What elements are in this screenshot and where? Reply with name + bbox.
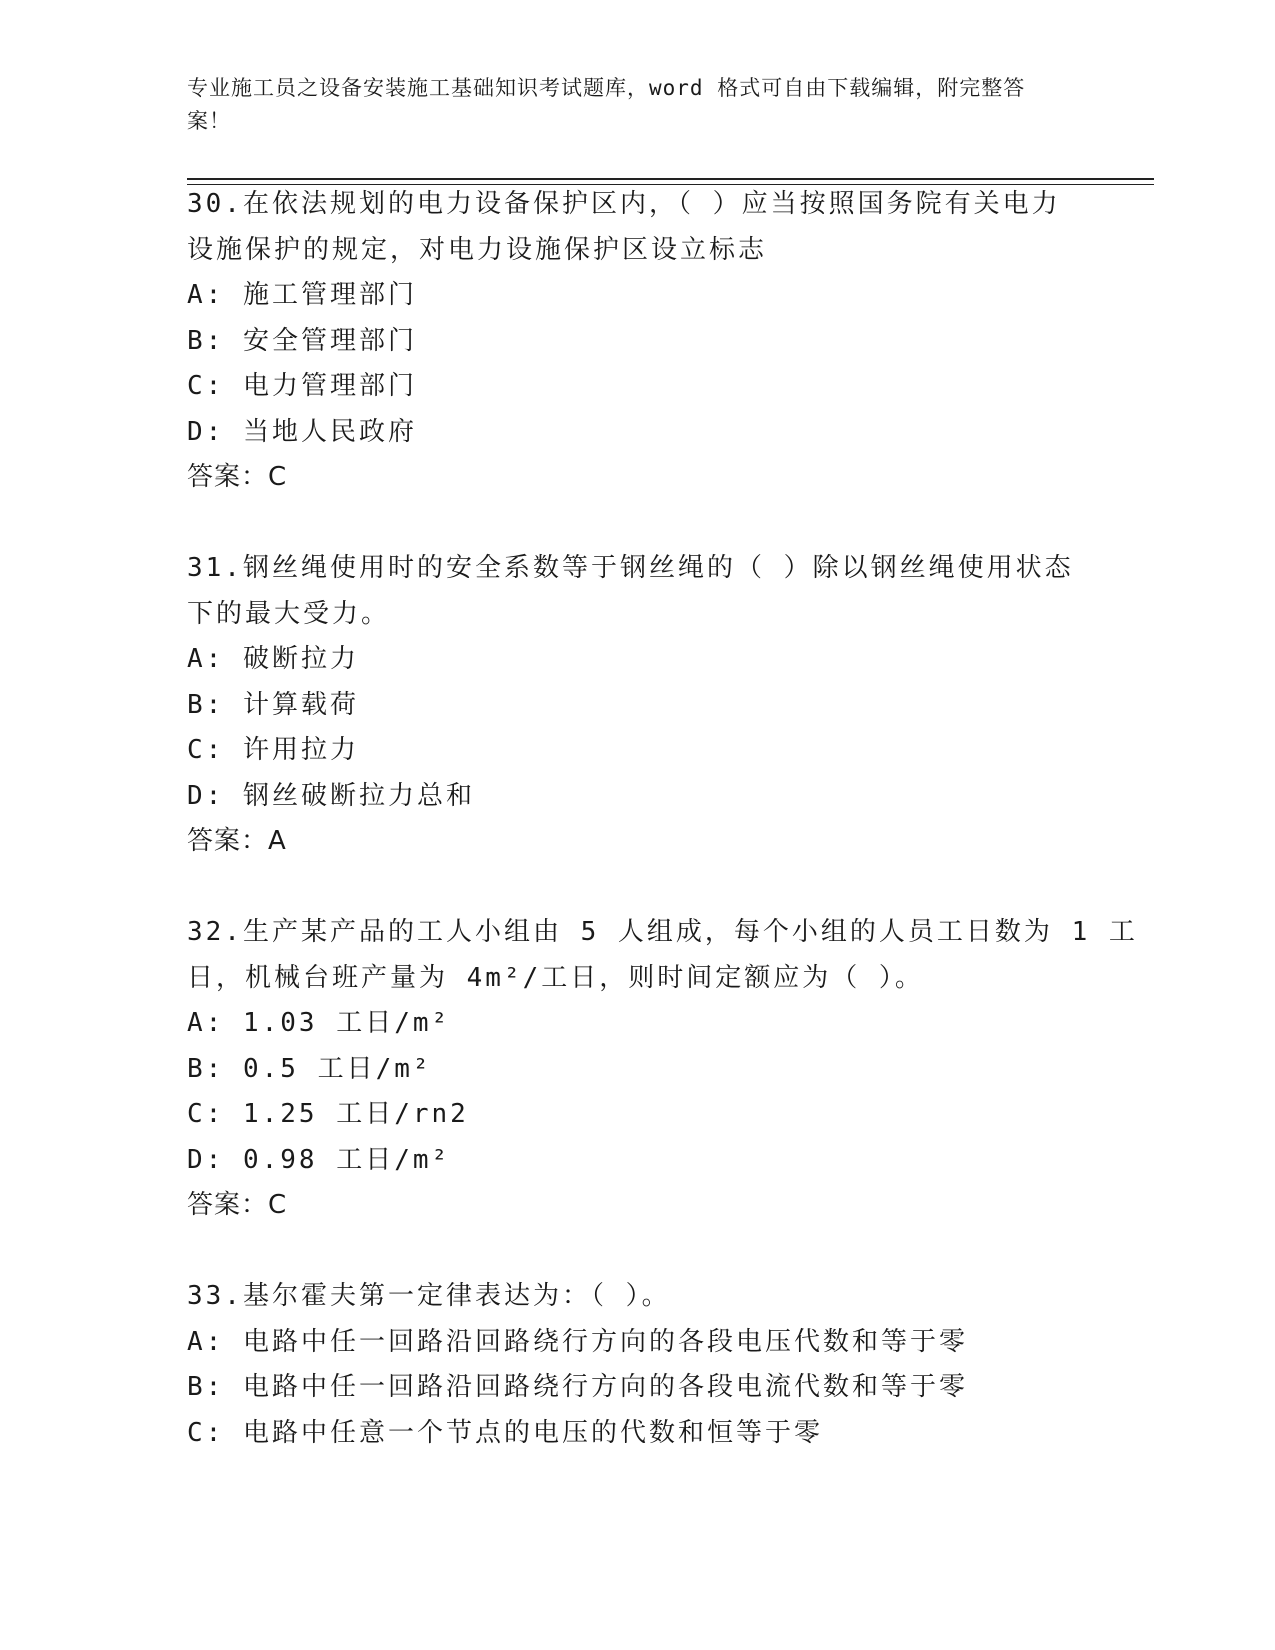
option-c: C: 许用拉力 [187, 735, 359, 765]
option-d: D: 0.98 工日/m² [187, 1144, 451, 1175]
header-divider-thick [187, 178, 1154, 180]
option-c: C: 电路中任意一个节点的电压的代数和恒等于零 [187, 1417, 823, 1448]
answer-label: 答案：C [187, 462, 288, 492]
option-b: B: 0.5 工日/m² [187, 1053, 432, 1084]
question-33 [187, 1274, 1087, 1456]
option-d: D: 钢丝破断拉力总和 [187, 780, 475, 811]
option-c: C: 1.25 工日/rn2 [187, 1099, 469, 1129]
option-a: A: 1.03 工日/m² [187, 1008, 451, 1038]
option-d: D: 当地人民政府 [187, 416, 417, 447]
option-b: B: 安全管理部门 [187, 325, 417, 356]
option-b: B: 电路中任一回路沿回路绕行方向的各段电流代数和等于零 [187, 1372, 968, 1402]
option-b: B: 计算载荷 [187, 689, 359, 720]
question-30 [187, 182, 1087, 501]
answer-label: 答案：C [187, 1190, 288, 1220]
question-stem-line: 32.生产某产品的工人小组由 5 人组成，每个小组的人员工日数为 1 工 [187, 917, 1138, 947]
question-stem-line: 下的最大受力。 [187, 598, 391, 629]
question-stem-line: 设施保护的规定，对电力设施保护区设立标志 [187, 234, 768, 265]
question-stem-line: 31.钢丝绳使用时的安全系数等于钢丝绳的（ ）除以钢丝绳使用状态 [187, 553, 1074, 583]
option-a: A: 电路中任一回路沿回路绕行方向的各段电压代数和等于零 [187, 1326, 968, 1357]
answer-label: 答案：A [187, 826, 287, 856]
option-a: A: 破断拉力 [187, 644, 359, 674]
question-31 [187, 546, 1087, 865]
document-header: 专业施工员之设备安装施工基础知识考试题库，word 格式可自由下载编辑，附完整答案！ [187, 76, 1026, 133]
question-stem-line: 日，机械台班产量为 4m²/工日，则时间定额应为（ ）。 [187, 962, 924, 993]
option-a: A: 施工管理部门 [187, 280, 417, 310]
question-stem-line: 30.在依法规划的电力设备保护区内，（ ）应当按照国务院有关电力 [187, 189, 1061, 219]
question-stem-line: 33.基尔霍夫第一定律表达为：（ ）。 [187, 1281, 671, 1311]
option-c: C: 电力管理部门 [187, 371, 417, 401]
question-32 [187, 910, 1138, 1229]
